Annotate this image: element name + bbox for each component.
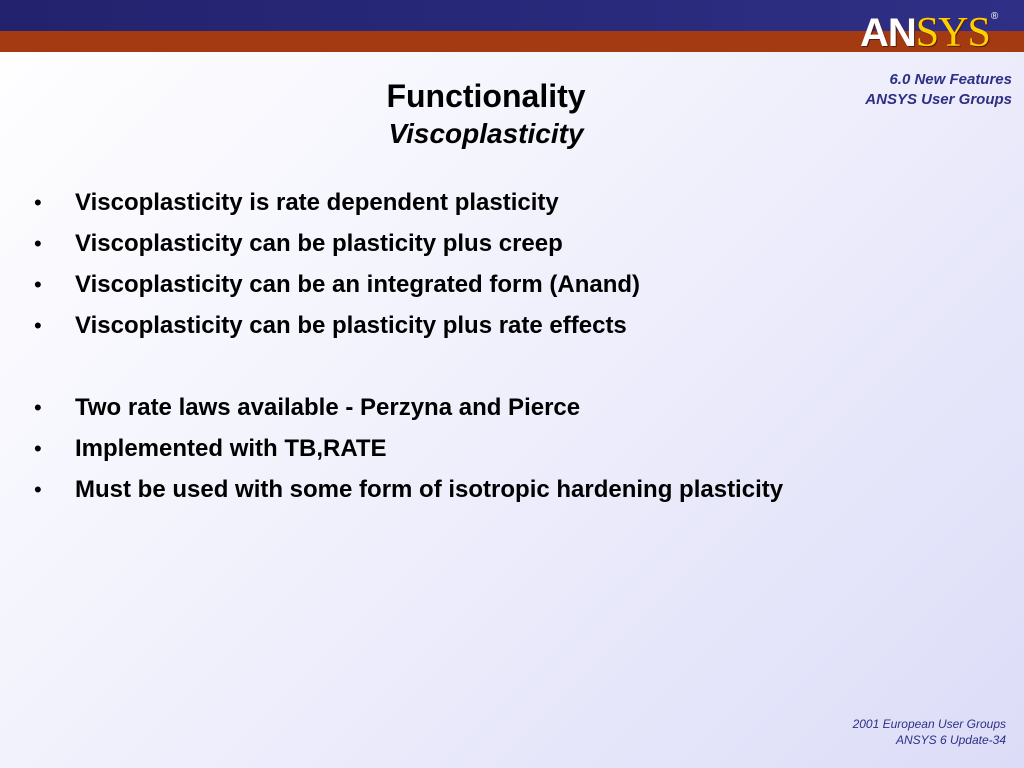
logo-registered-mark: ® (990, 11, 999, 22)
slide-subtitle: Viscoplasticity (388, 118, 584, 149)
bullet-item (0, 305, 1000, 346)
bullet-item (0, 223, 1000, 264)
bullet-text: Implemented with TB,RATE (75, 435, 387, 462)
bullet-marker: • (34, 313, 42, 338)
title-block (0, 76, 972, 152)
bullet-text: Viscoplasticity can be an integrated form (Anand) (75, 271, 641, 298)
bullet-item (0, 428, 1000, 469)
bullet-marker: • (34, 436, 42, 461)
bullet-text: Viscoplasticity can be plasticity plus creep (75, 230, 563, 257)
logo-text-sys: SYS (915, 10, 990, 56)
bullet-list (0, 182, 1000, 510)
bullet-marker: • (34, 395, 42, 420)
bullet-text: Viscoplasticity can be plasticity plus rate effects (75, 312, 627, 339)
bullet-marker: • (34, 272, 42, 297)
bullet-text: Viscoplasticity is rate dependent plasticity (75, 189, 559, 216)
ansys-logo (860, 12, 998, 54)
header-line-features: 6.0 New Features (889, 71, 1012, 88)
bullet-item (0, 264, 1000, 305)
bullet-text: Must be used with some form of isotropic hardening plasticity (75, 476, 784, 503)
logo-text-an: AN (860, 11, 916, 55)
bullet-text: Two rate laws available - Perzyna and Pierce (75, 394, 581, 421)
bullet-item (0, 469, 1000, 510)
footer (853, 716, 1006, 748)
footer-line-page: ANSYS 6 Update-34 (895, 733, 1006, 747)
bullet-item (0, 387, 1000, 428)
bullet-marker: • (34, 190, 42, 215)
bullet-spacer (0, 346, 1000, 387)
bullet-marker: • (34, 477, 42, 502)
bullet-marker: • (34, 231, 42, 256)
header-line-groups: ANSYS User Groups (865, 91, 1012, 108)
slide-title: Functionality (386, 78, 586, 114)
bullet-item (0, 182, 1000, 223)
footer-line-event: 2001 European User Groups (852, 717, 1006, 731)
